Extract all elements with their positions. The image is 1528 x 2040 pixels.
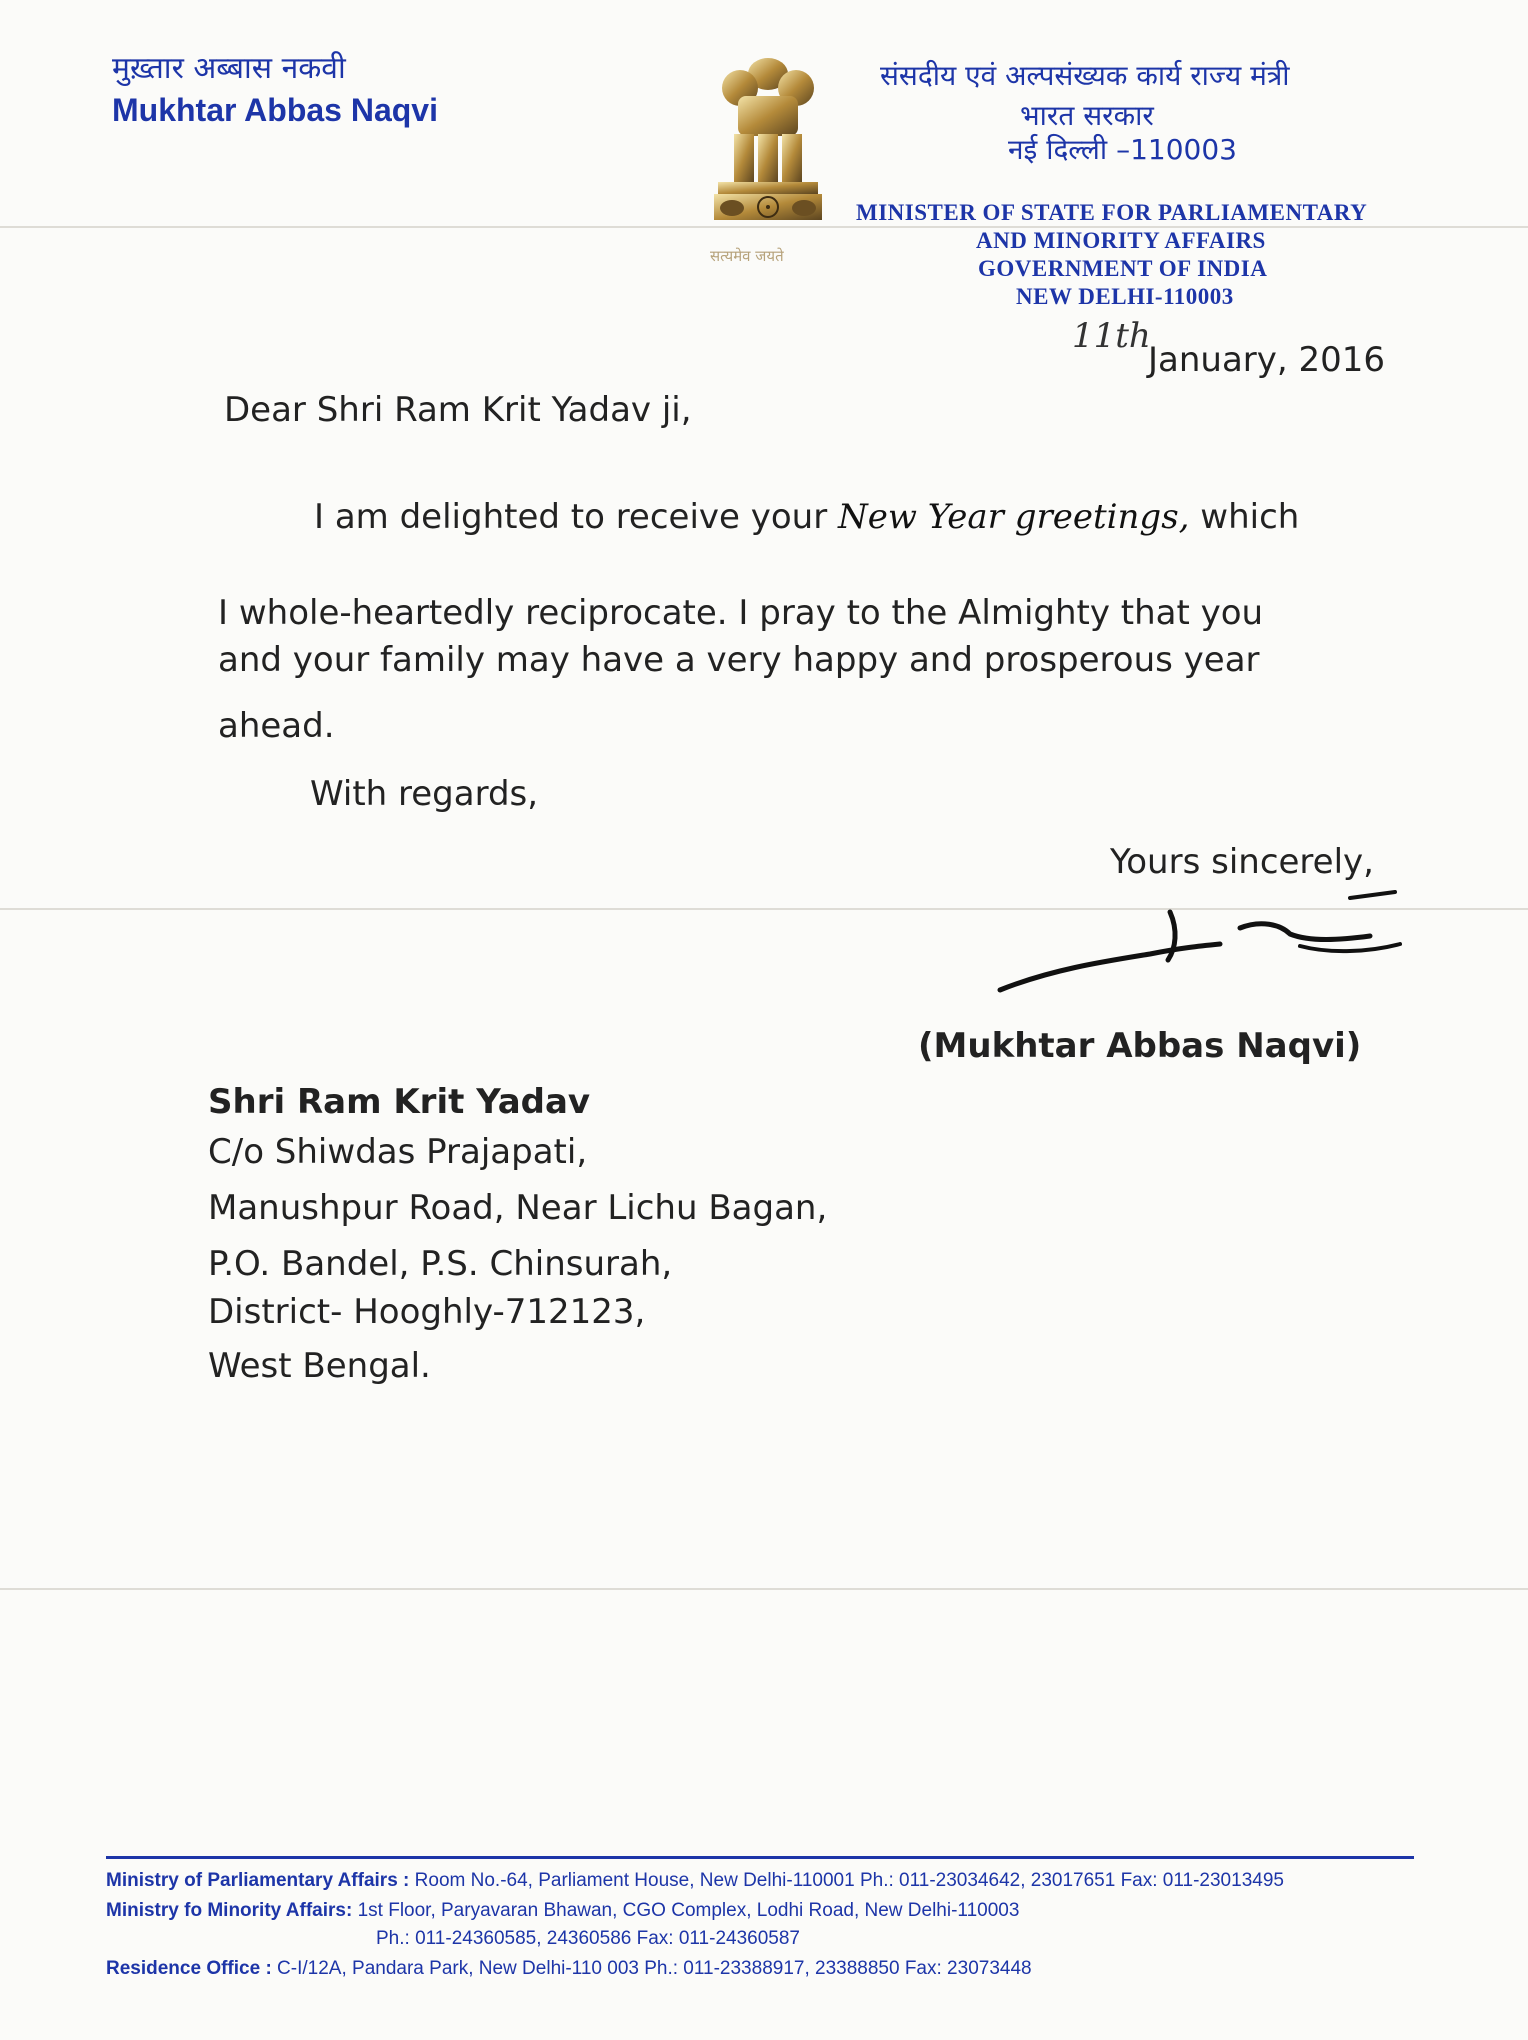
recipient-address-line: C/o Shiwdas Prajapati, (208, 1132, 588, 1172)
footer-text: Room No.-64, Parliament House, New Delhi-110001 Ph.: 011-23034642, 23017651 Fax: 011-23013495 (409, 1870, 1284, 1891)
body-text: which (1189, 497, 1300, 537)
title-hindi-line3: नई दिल्ली –110003 (1008, 133, 1237, 166)
footer-label: Residence Office : (106, 1958, 272, 1979)
signer-name: (Mukhtar Abbas Naqvi) (918, 1026, 1362, 1066)
footer-label: Ministry of Parliamentary Affairs : (106, 1870, 410, 1891)
signature (990, 890, 1430, 1010)
letter-date: January, 2016 (1148, 340, 1386, 380)
body-text: I am delighted to receive your (314, 497, 839, 537)
title-english-line1: MINISTER OF STATE FOR PARLIAMENTARY (856, 200, 1368, 225)
national-emblem-icon (708, 48, 828, 238)
footer-label: Ministry fo Minority Affairs: (106, 1900, 353, 1921)
recipient-address-line: Manushpur Road, Near Lichu Bagan, (208, 1188, 828, 1228)
recipient-name: Shri Ram Krit Yadav (208, 1082, 591, 1122)
handwritten-greeting: New Year greetings, (838, 497, 1190, 537)
title-hindi-line1: संसदीय एवं अल्पसंख्यक कार्य राज्य मंत्री (880, 59, 1290, 92)
body-line-1 (314, 497, 1299, 537)
footer-line-1 (106, 1870, 1284, 1892)
recipient-address-line: District- Hooghly-712123, (208, 1292, 646, 1332)
footer-line-2 (106, 1900, 1019, 1922)
recipient-address-line: P.O. Bandel, P.S. Chinsurah, (208, 1244, 673, 1284)
closing: Yours sincerely, (1110, 842, 1374, 882)
footer-line-3: Ph.: 011-24360585, 24360586 Fax: 011-24360587 (376, 1928, 800, 1949)
title-english-line4: NEW DELHI-110003 (1016, 284, 1234, 309)
emblem-caption: सत्यमेव जयते (710, 247, 784, 265)
salutation: Dear Shri Ram Krit Yadav ji, (224, 390, 692, 430)
paper-fold-line (0, 1588, 1528, 1590)
body-line-2: I whole-heartedly reciprocate. I pray to the Almighty that you (218, 593, 1264, 633)
footer-text: 1st Floor, Paryavaran Bhawan, CGO Complex, Lodhi Road, New Delhi-110003 (352, 1900, 1020, 1921)
footer-rule (106, 1856, 1414, 1859)
title-english-line3: GOVERNMENT OF INDIA (978, 256, 1268, 281)
recipient-address-line: West Bengal. (208, 1346, 431, 1386)
letterhead-name-english: Mukhtar Abbas Naqvi (112, 92, 438, 128)
letterhead-name-hindi: मुख़्तार अब्बास नकवी (112, 51, 346, 86)
footer-line-4 (106, 1958, 1032, 1980)
body-line-4: ahead. (218, 706, 335, 746)
title-english-line2: AND MINORITY AFFAIRS (976, 228, 1266, 253)
body-line-3: and your family may have a very happy and prosperous year (218, 640, 1260, 680)
title-hindi-line2: भारत सरकार (1020, 99, 1154, 132)
regards: With regards, (310, 774, 539, 814)
footer-text: C-I/12A, Pandara Park, New Delhi-110 003 Ph.: 011-23388917, 23388850 Fax: 23073448 (271, 1958, 1032, 1979)
date-handwritten: 11th (1072, 316, 1151, 356)
